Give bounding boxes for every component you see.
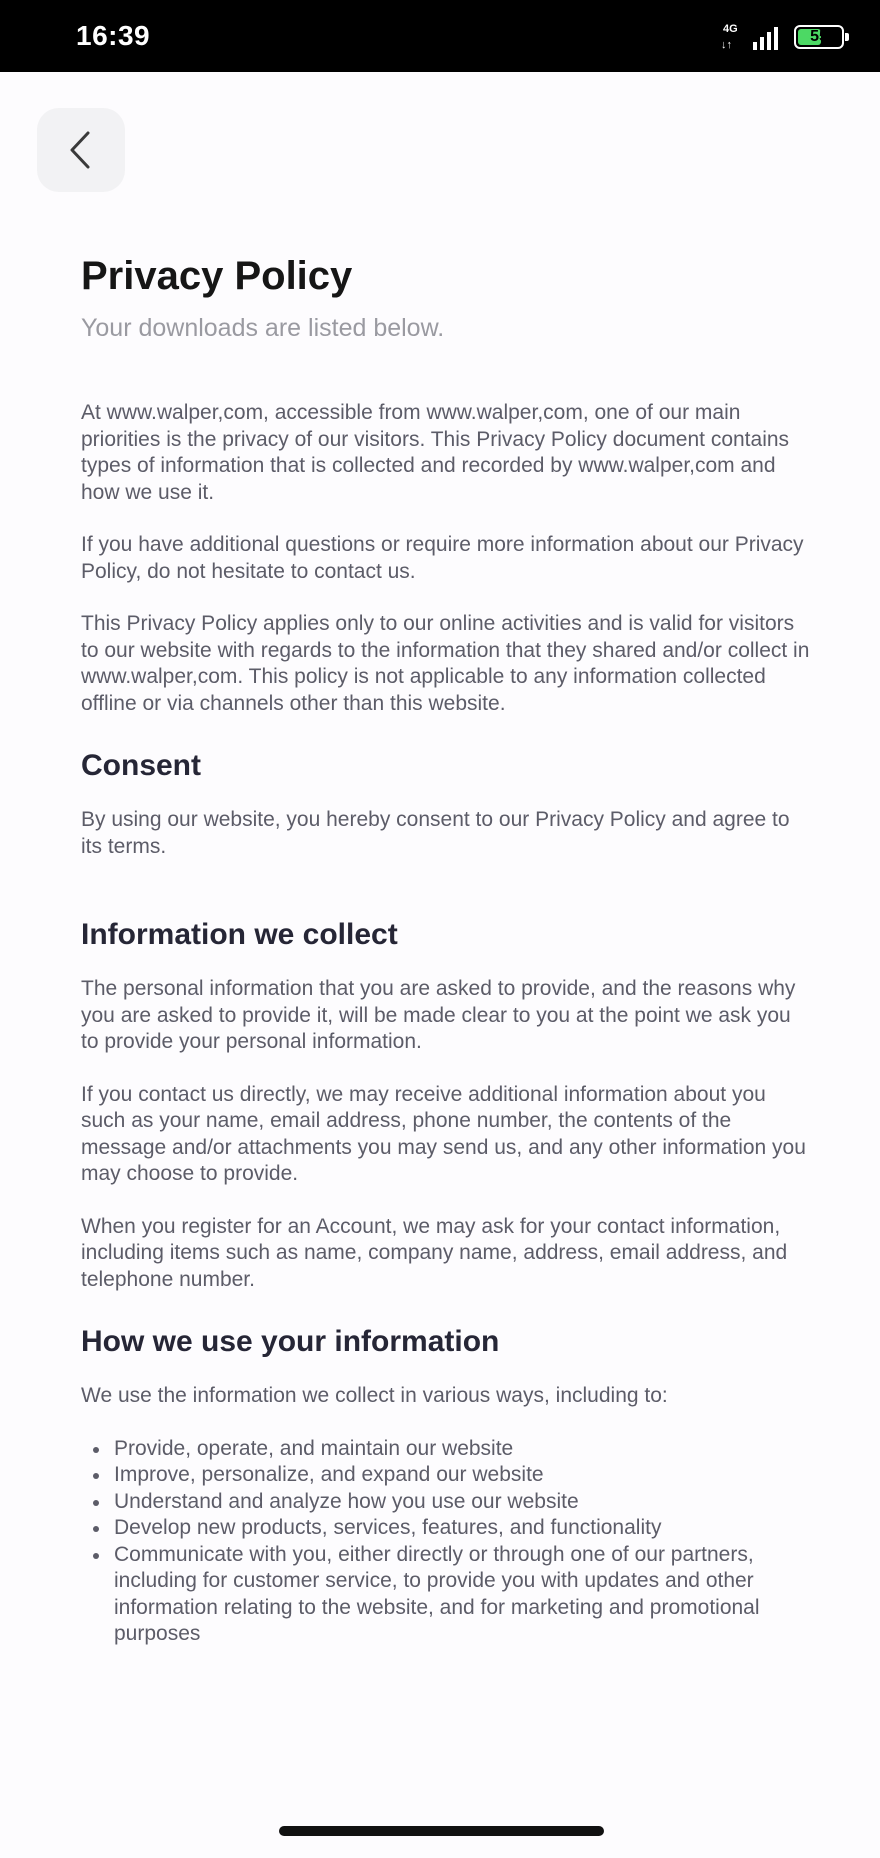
- intro-paragraph: If you have additional questions or require more information about our Privacy Policy, do not hesitate to contact us.: [81, 533, 804, 583]
- status-icons: [719, 22, 844, 52]
- information-collect-paragraph: If you contact us directly, we may receive additional information about you such as your name, email address, phone number, the contents of the message and/or attachments you may send us, and any other information you may choose to provide.: [81, 1082, 806, 1185]
- page-subtitle: Your downloads are listed below.: [81, 314, 445, 342]
- status-bar: [0, 0, 880, 72]
- consent-heading: Consent: [81, 749, 201, 782]
- consent-paragraph: By using our website, you hereby consent to our Privacy Policy and agree to its terms.: [81, 808, 790, 858]
- network-type: 4G: [723, 23, 738, 35]
- information-collect-heading: Information we collect: [81, 918, 398, 951]
- battery-percentage: 55: [810, 28, 828, 45]
- status-time: 16:39: [76, 20, 151, 51]
- network-indicator: [719, 23, 743, 51]
- intro-paragraph: At www.walper,com, accessible from www.walper,com, one of our main priorities is the privacy of our visitors. This Privacy Policy document contains types of information that is collected and recorded by www.walper,com and how we use it.: [81, 401, 790, 504]
- information-collect-paragraph: When you register for an Account, we may ask for your contact information, including items such as name, company name, address, email address, and telephone number.: [81, 1214, 788, 1291]
- chevron-left-icon: [67, 129, 95, 171]
- privacy-policy-content: [81, 252, 811, 1648]
- back-button[interactable]: [37, 108, 125, 192]
- how-we-use-heading: How we use your information: [81, 1325, 500, 1358]
- home-indicator[interactable]: [279, 1826, 604, 1836]
- information-collect-paragraph: The personal information that you are asked to provide, and the reasons why you are asked to provide it, will be made clear to you at the point we ask you to provide your personal information.: [81, 977, 796, 1053]
- how-we-use-intro: We use the information we collect in various ways, including to:: [81, 1384, 668, 1407]
- battery-icon: [794, 25, 844, 49]
- how-we-use-list: [81, 1436, 811, 1648]
- list-item: Develop new products, services, features, and functionality: [81, 1515, 811, 1542]
- data-arrows-icon: ↓↑: [721, 39, 732, 51]
- signal-strength-icon: [753, 24, 778, 50]
- list-item: Communicate with you, either directly or through one of our partners, including for customer service, to provide you with updates and other information relating to the website, and for marketing and promotional purposes: [81, 1542, 811, 1648]
- page-title: Privacy Policy: [81, 254, 353, 298]
- intro-paragraph: This Privacy Policy applies only to our online activities and is valid for visitors to our website with regards to the information that they shared and/or collect in www.walper,com. This policy is not applicable to any information collected offline or via channels other than this website.: [81, 612, 810, 715]
- list-item: Understand and analyze how you use our website: [81, 1489, 811, 1516]
- list-item: Provide, operate, and maintain our website: [81, 1436, 811, 1463]
- list-item: Improve, personalize, and expand our website: [81, 1462, 811, 1489]
